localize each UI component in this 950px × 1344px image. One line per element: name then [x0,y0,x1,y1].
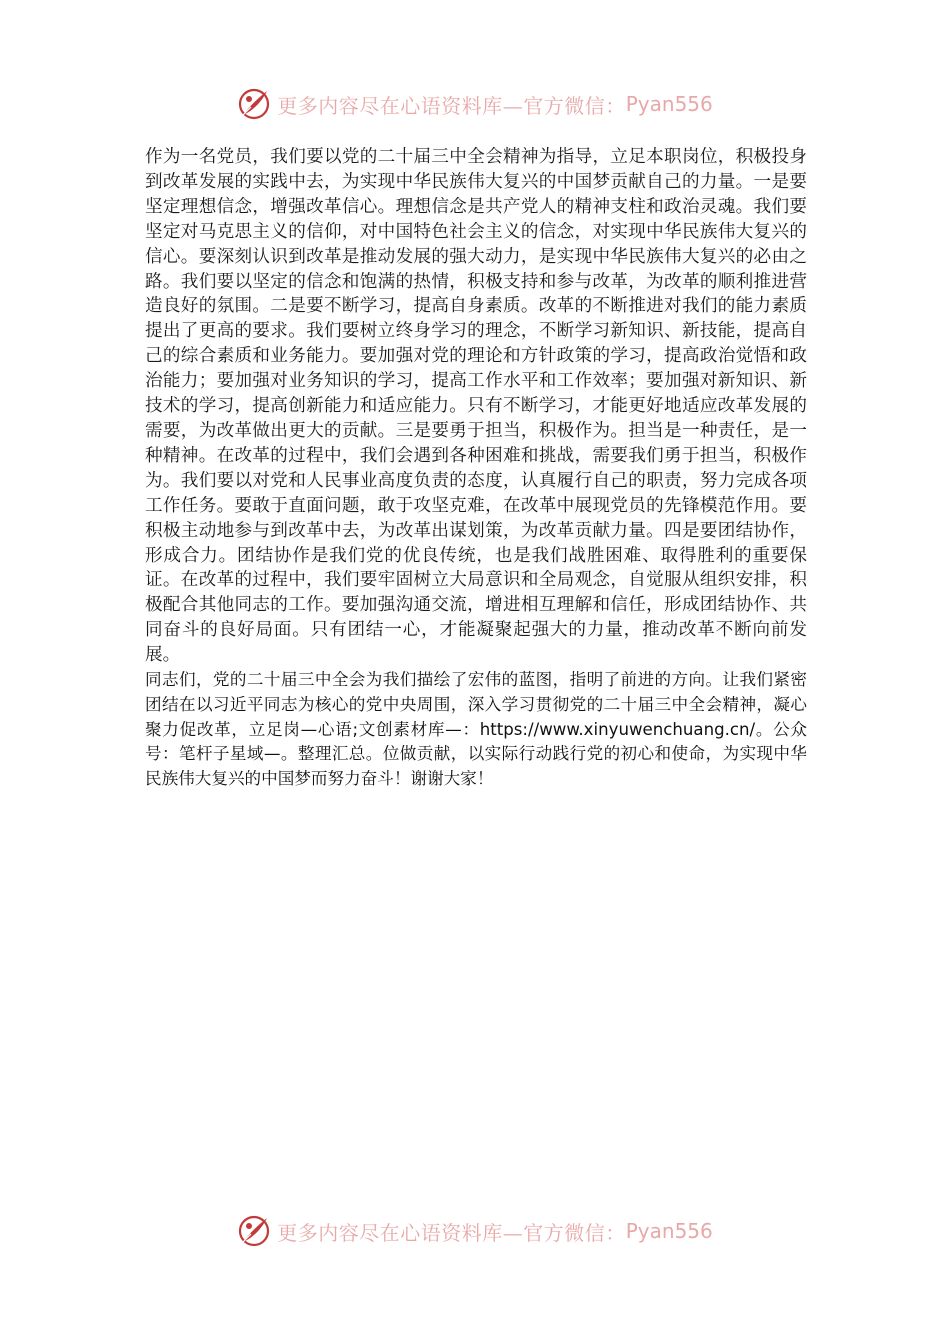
body-paragraph: 作为一名党员，我们要以党的二十届三中全会精神为指导，立足本职岗位，积极投身到改革发展的实践中去，为实现中华民族伟大复兴的中国梦贡献自己的力量。一是要坚定理想信念，增强改革信心。理想信念是共产党人的精神支柱和政治灵魂。我们要坚定对马克思主义的信仰，对中国特色社会主义的信念，对实现中华民族伟大复兴的信心。要深刻认识到改革是推动发展的强大动力，是实现中华民族伟大复兴的必由之路。我们要以坚定的信念和饱满的热情，积极支持和参与改革，为改革的顺利推进营造良好的氛围。二是要不断学习，提高自身素质。改革的不断推进对我们的能力素质提出了更高的要求。我们要树立终身学习的理念，不断学习新知识、新技能，提高自己的综合素质和业务能力。要加强对党的理论和方针政策的学习，提高政治觉悟和政治能力；要加强对业务知识的学习，提高工作水平和工作效率；要加强对新知识、新技术的学习，提高创新能力和适应能力。只有不断学习，才能更好地适应改革发展的需要，为改革做出更大的贡献。三是要勇于担当，积极作为。担当是一种责任，是一种精神。在改革的过程中，我们会遇到各种困难和挑战，需要我们勇于担当，积极作为。我们要以对党和人民事业高度负责的态度，认真履行自己的职责，努力完成各项工作任务。要敢于直面问题，敢于攻坚克难，在改革中展现党员的先锋模范作用。要积极主动地参与到改革中去，为改革出谋划策，为改革贡献力量。四是要团结协作，形成合力。团结协作是我们党的优良传统，也是我们战胜困难、取得胜利的重要保证。在改革的过程中，我们要牢固树立大局意识和全局观念，自觉服从组织安排，积极配合其他同志的工作。要加强沟通交流，增进相互理解和信任，形成团结协作、共同奋斗的良好局面。只有团结一心，才能凝聚起强大的力量，推动改革不断向前发展。 [145,147,807,666]
quill-pen-icon [237,1214,271,1248]
quill-pen-icon [237,87,271,121]
footer-banner [0,1211,950,1251]
header-banner [0,84,950,124]
wechat-id: Pyan556 [625,1219,713,1243]
closing-paragraph: 同志们，党的二十届三中全会为我们描绘了宏伟的蓝图，指明了前进的方向。让我们紧密团结在以习近平同志为核心的党中央周围，深入学习贯彻党的二十届三中全会精神，凝心聚力促改革，立足岗—心语;文创素材库—：https://www.xinyuwenchuang.cn/。公众号：笔杆子星域—。整理汇总。位做贡献，以实际行动践行党的初心和使命，为实现中华民族伟大复兴的中国梦而努力奋斗！谢谢大家！ [145,670,807,789]
document-body [145,145,807,792]
banner-text: 更多内容尽在心语资料库—官方微信： [277,1220,626,1245]
wechat-id: Pyan556 [625,92,713,116]
banner-text: 更多内容尽在心语资料库—官方微信： [277,93,626,118]
